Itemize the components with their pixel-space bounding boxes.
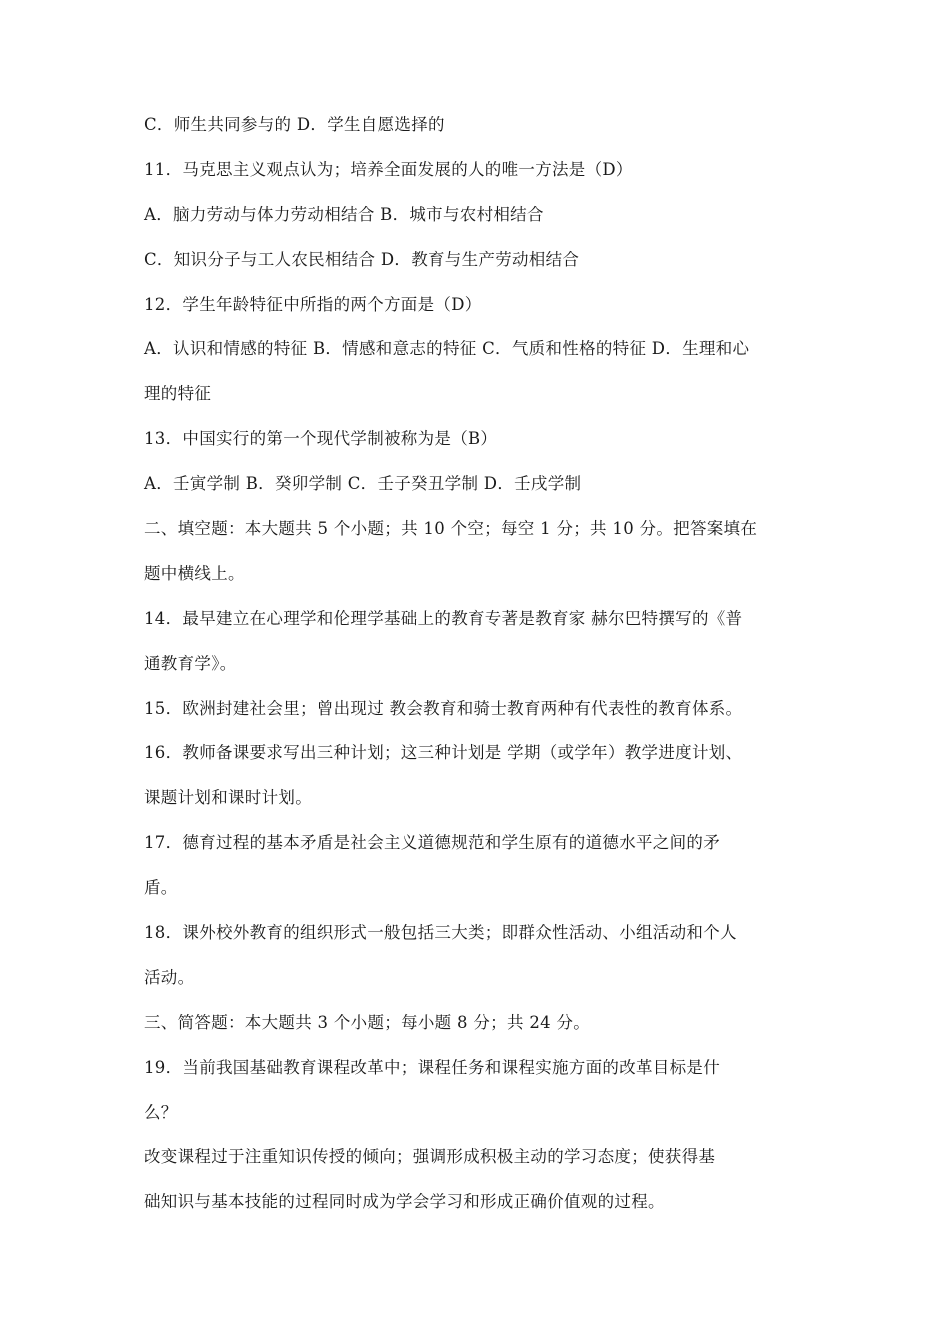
question-17-continued: 盾。 (144, 878, 178, 898)
option-line: A．认识和情感的特征 B．情感和意志的特征 C．气质和性格的特征 D．生理和心 (144, 339, 750, 359)
question-14: 14．最早建立在心理学和伦理学基础上的教育专著是教育家 赫尔巴特撰写的《普 (144, 608, 743, 628)
option-line: A．脑力劳动与体力劳动相结合 B．城市与农村相结合 (144, 204, 544, 224)
answer-19: 改变课程过于注重知识传授的倾向；强调形成积极主动的学习态度；使获得基 (144, 1147, 716, 1167)
option-line: C．师生共同参与的 D．学生自愿选择的 (144, 115, 445, 134)
option-line: A．壬寅学制 B．癸卯学制 C．壬子癸丑学制 D．壬戌学制 (144, 474, 582, 494)
answer-19-continued: 础知识与基本技能的过程同时成为学会学习和形成正确价值观的过程。 (144, 1192, 665, 1212)
question-14-continued: 通教育学》。 (144, 653, 237, 673)
question-19: 19．当前我国基础教育课程改革中；课程任务和课程实施方面的改革目标是什 (144, 1057, 720, 1077)
question-18: 18．课外校外教育的组织形式一般包括三大类；即群众性活动、小组活动和个人 (144, 923, 737, 943)
section-heading-fill-in: 二、填空题：本大题共 5 个小题；共 10 个空；每空 1 分；共 10 分。把答案填在 (144, 519, 758, 539)
question-16-continued: 课题计划和课时计划。 (144, 788, 312, 808)
question-18-continued: 活动。 (144, 967, 195, 987)
option-line-continued: 理的特征 (144, 384, 212, 404)
option-line: C．知识分子与工人农民相结合 D．教育与生产劳动相结合 (144, 249, 580, 269)
question-16: 16．教师备课要求写出三种计划；这三种计划是 学期（或学年）教学进度计划、 (144, 743, 743, 763)
section-heading-continued: 题中横线上。 (144, 563, 245, 583)
question-15: 15．欧洲封建社会里；曾出现过 教会教育和骑士教育两种有代表性的教育体系。 (144, 698, 743, 718)
question-19-continued: 么？ (144, 1102, 178, 1122)
question-11: 11．马克思主义观点认为；培养全面发展的人的唯一方法是（D） (144, 159, 633, 179)
section-heading-short-answer: 三、简答题：本大题共 3 个小题；每小题 8 分；共 24 分。 (144, 1012, 591, 1032)
question-13: 13．中国实行的第一个现代学制被称为是（B） (144, 429, 498, 449)
question-17: 17．德育过程的基本矛盾是社会主义道德规范和学生原有的道德水平之间的矛 (144, 833, 720, 853)
question-12: 12．学生年龄特征中所指的两个方面是（D） (144, 294, 482, 314)
document-body (144, 114, 812, 1236)
